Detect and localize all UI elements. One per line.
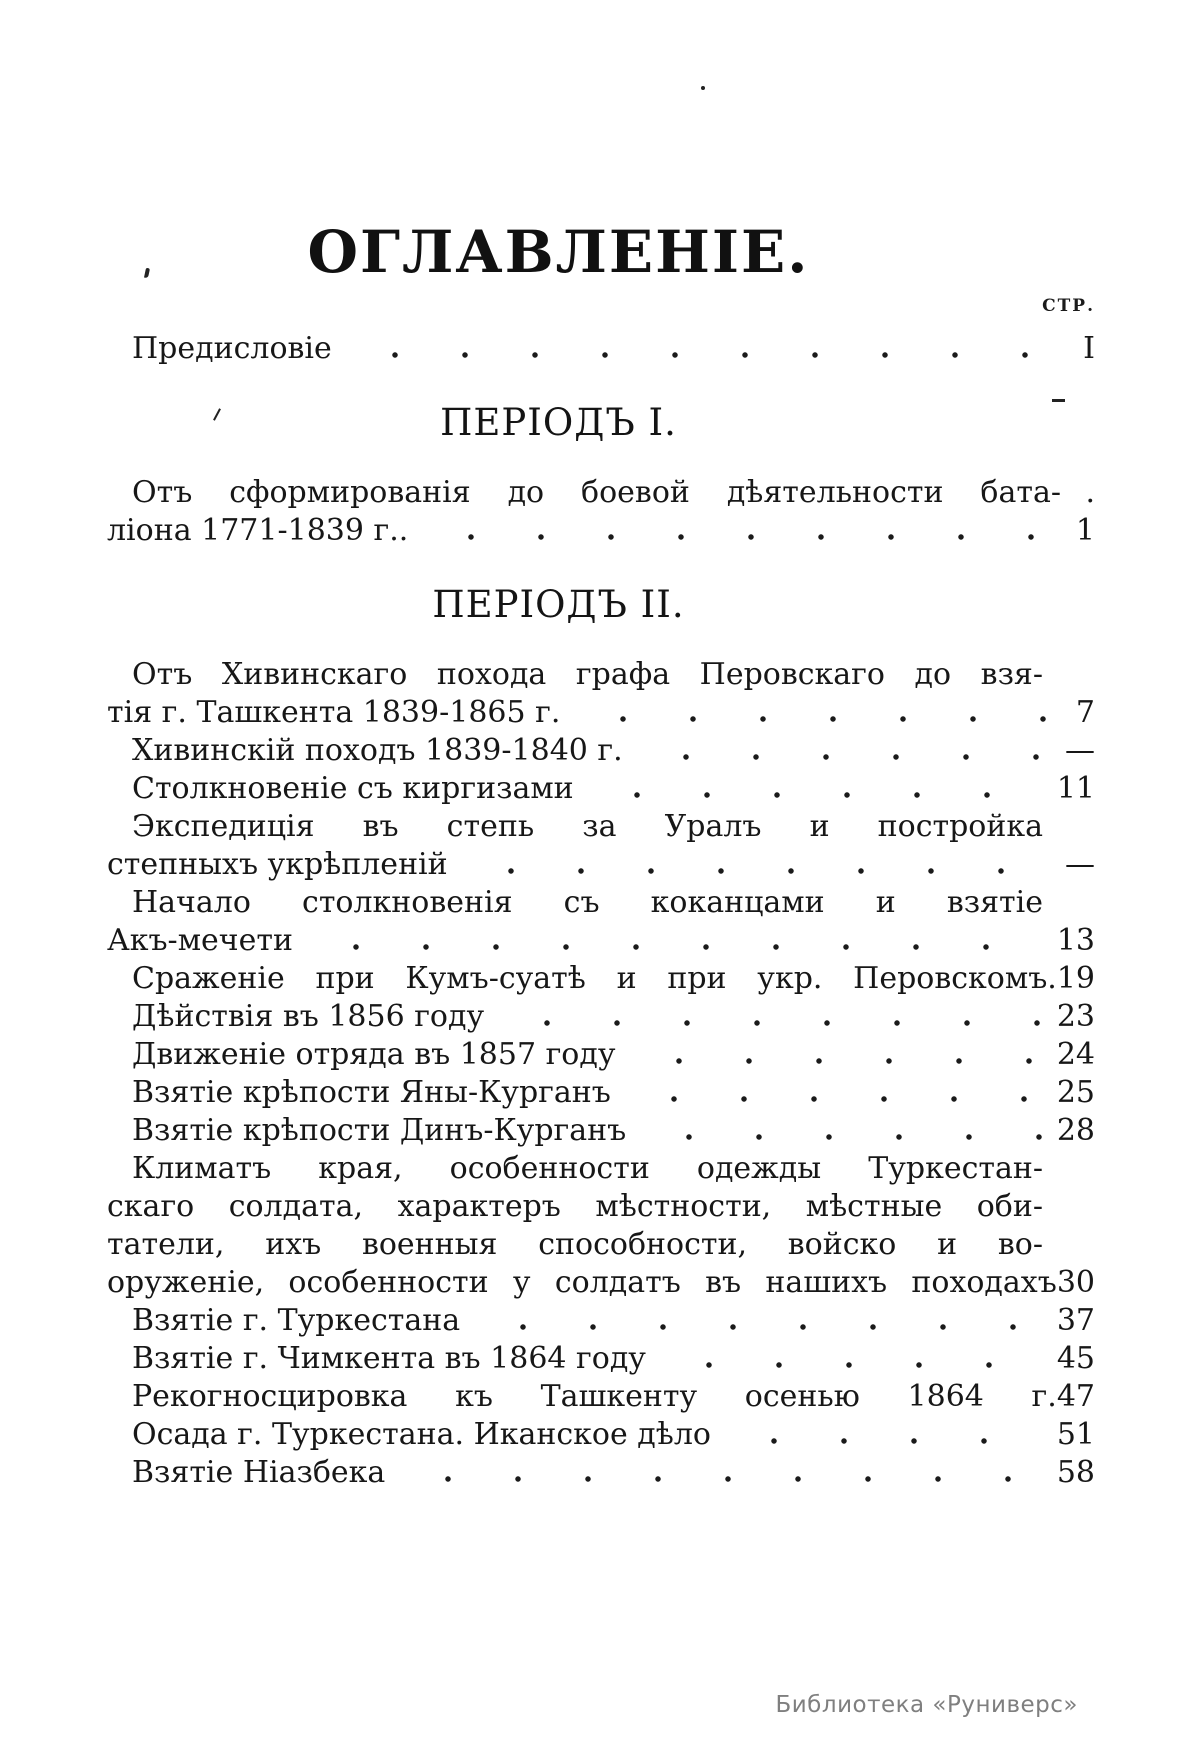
toc-row bbox=[107, 1112, 1095, 1150]
toc-entry-text: Взятіе Ніазбека bbox=[132, 1455, 386, 1490]
toc-row bbox=[107, 1454, 1095, 1492]
toc-row bbox=[107, 512, 1095, 550]
toc-row bbox=[107, 1416, 1095, 1454]
page-number: 58 bbox=[1056, 1455, 1095, 1490]
toc-row bbox=[107, 808, 1095, 846]
toc-entry-text: Начало столкновенія съ коканцами и взятіе bbox=[132, 885, 1043, 920]
toc-entry-text: Предисловіе bbox=[132, 331, 332, 366]
page-number: 23 bbox=[1056, 999, 1095, 1034]
toc-entry-text: Осада г. Туркестана. Иканское дѣло bbox=[132, 1417, 711, 1452]
toc-row bbox=[107, 330, 1095, 368]
toc-entry-text: Акъ-мечети bbox=[107, 923, 293, 958]
library-watermark: Библиотека «Руниверс» bbox=[775, 1692, 1078, 1718]
dot-leader bbox=[342, 330, 1055, 368]
page-number: 25 bbox=[1056, 1075, 1095, 1110]
page-number: 30 bbox=[1056, 1265, 1095, 1300]
table-of-contents bbox=[107, 330, 1095, 1492]
page-number: 24 bbox=[1056, 1037, 1095, 1072]
toc-entry-text: Взятіе г. Чимкента въ 1864 году bbox=[132, 1341, 646, 1376]
dot-leader bbox=[636, 1112, 1051, 1150]
toc-entry-text: татели, ихъ военныя способности, войско и во- bbox=[107, 1227, 1043, 1262]
toc-entry-text: Столкновеніе съ киргизами bbox=[132, 771, 574, 806]
page-number: . bbox=[1085, 475, 1095, 510]
toc-row bbox=[107, 1188, 1095, 1226]
page-number: 1 bbox=[1075, 513, 1095, 548]
toc-row bbox=[107, 1226, 1095, 1264]
page-number: 13 bbox=[1056, 923, 1095, 958]
toc-row bbox=[107, 1378, 1095, 1416]
toc-row bbox=[107, 770, 1095, 808]
toc-entry-text: оруженіе, особенности у солдатъ въ нашихъ походахъ bbox=[107, 1265, 1057, 1300]
toc-entry-text: Хивинскій походъ 1839-1840 г. bbox=[132, 733, 623, 768]
dot-leader bbox=[626, 1036, 1051, 1074]
dot-leader bbox=[458, 846, 1055, 884]
dot-leader bbox=[395, 1454, 1051, 1492]
page-column-header: СТР. bbox=[1042, 296, 1095, 316]
page-number: 51 bbox=[1056, 1417, 1095, 1452]
toc-row bbox=[107, 922, 1095, 960]
page-number: 19 bbox=[1056, 961, 1095, 996]
toc-entry-text: степныхъ укрѣпленій bbox=[107, 847, 448, 882]
dot-leader bbox=[418, 512, 1055, 550]
dot-leader bbox=[470, 1302, 1051, 1340]
page-number: I bbox=[1083, 331, 1095, 366]
dot-leader bbox=[494, 998, 1051, 1036]
dot-leader bbox=[633, 732, 1055, 770]
section-heading: ПЕРІОДЪ I. bbox=[440, 401, 677, 444]
toc-row bbox=[107, 732, 1095, 770]
toc-row bbox=[107, 846, 1095, 884]
dot-leader bbox=[721, 1416, 1051, 1454]
page-number: — bbox=[1065, 847, 1095, 882]
toc-row bbox=[107, 960, 1095, 998]
toc-entry-text: Движеніе отряда въ 1857 году bbox=[132, 1037, 616, 1072]
toc-entry-text: Отъ Хивинскаго похода графа Перовскаго до взя- bbox=[132, 657, 1043, 692]
toc-row bbox=[107, 1036, 1095, 1074]
toc-row bbox=[107, 998, 1095, 1036]
page-number: 7 bbox=[1075, 695, 1095, 730]
dot-leader bbox=[584, 770, 1051, 808]
page-number: 47 bbox=[1056, 1379, 1095, 1414]
toc-entry-text: скаго солдата, характеръ мѣстности, мѣстные оби- bbox=[107, 1189, 1043, 1224]
toc-row bbox=[107, 656, 1095, 694]
page-number: 11 bbox=[1056, 771, 1095, 806]
dot-leader bbox=[621, 1074, 1051, 1112]
page-number: — bbox=[1065, 733, 1095, 768]
page-number: 28 bbox=[1056, 1113, 1095, 1148]
toc-entry-text: Дѣйствія въ 1856 году bbox=[132, 999, 485, 1034]
toc-entry-text: Сраженіе при Кумъ-суатѣ и при укр. Перовскомъ. bbox=[132, 961, 1057, 996]
page-title: ОГЛАВЛЕНІЕ. bbox=[307, 218, 810, 286]
toc-entry-text: Отъ сформированія до боевой дѣятельности бата- bbox=[132, 475, 1061, 510]
toc-entry-text: Взятіе г. Туркестана bbox=[132, 1303, 461, 1338]
dot-leader bbox=[656, 1340, 1051, 1378]
toc-entry-text: Климатъ края, особенности одежды Туркестан- bbox=[132, 1151, 1043, 1186]
toc-row bbox=[107, 1302, 1095, 1340]
toc-row bbox=[107, 884, 1095, 922]
toc-entry-text: Взятіе крѣпости Яны-Курганъ bbox=[132, 1075, 611, 1110]
dot-leader bbox=[570, 694, 1055, 732]
page-content bbox=[107, 0, 1095, 1492]
toc-row bbox=[107, 474, 1095, 512]
toc-row bbox=[107, 1264, 1095, 1302]
toc-entry-text: Взятіе крѣпости Динъ-Курганъ bbox=[132, 1113, 627, 1148]
toc-entry-text: тія г. Ташкента 1839-1865 г. bbox=[107, 695, 561, 730]
toc-entry-text: Экспедиція въ степь за Уралъ и постройка bbox=[132, 809, 1043, 844]
page-number: 37 bbox=[1056, 1303, 1095, 1338]
toc-row bbox=[107, 1074, 1095, 1112]
dot-leader bbox=[303, 922, 1051, 960]
toc-entry-text: Рекогносцировка къ Ташкенту осенью 1864 г. bbox=[132, 1379, 1057, 1414]
toc-entry-text: ліона 1771-1839 г.. bbox=[107, 513, 409, 548]
section-heading: ПЕРІОДЪ II. bbox=[432, 583, 685, 626]
page-number: 45 bbox=[1056, 1341, 1095, 1376]
toc-row bbox=[107, 1340, 1095, 1378]
toc-row bbox=[107, 694, 1095, 732]
toc-row bbox=[107, 1150, 1095, 1188]
